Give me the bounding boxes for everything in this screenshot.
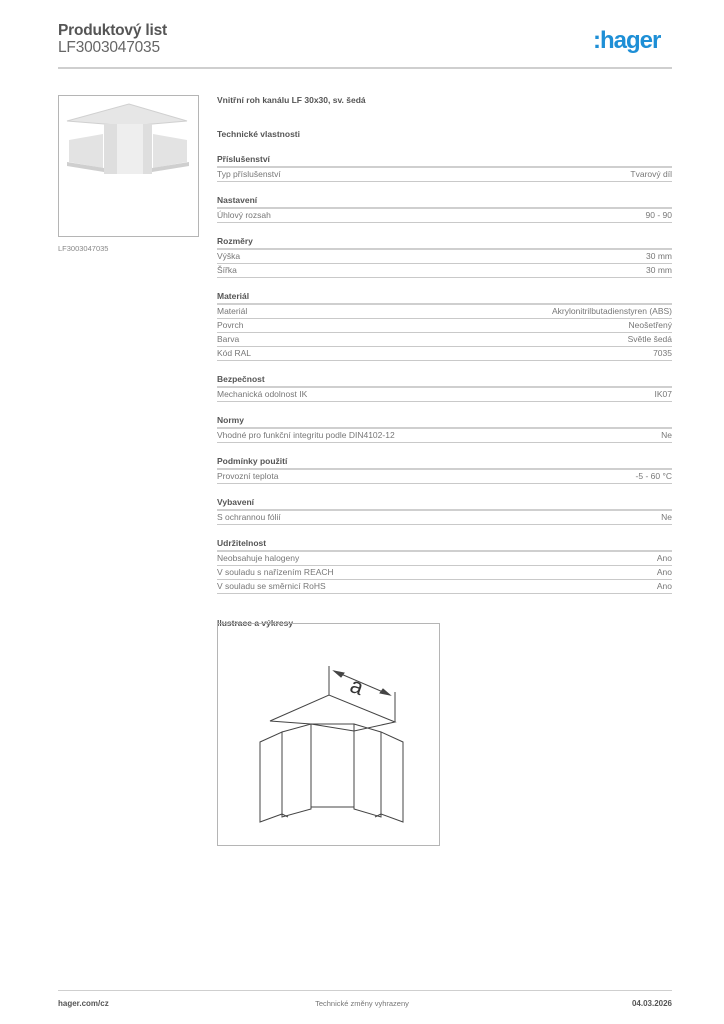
spec-section (217, 154, 672, 182)
section-title: Nastavení (217, 195, 672, 209)
spec-row (217, 511, 672, 525)
spec-label: Šířka (217, 265, 237, 275)
spec-value: 7035 (653, 348, 672, 358)
svg-text:a: a (346, 672, 368, 701)
technical-drawing (217, 623, 440, 846)
spec-row (217, 264, 672, 278)
spec-value: Neošetřený (628, 320, 672, 330)
spec-row (217, 580, 672, 594)
spec-row (217, 319, 672, 333)
spec-section (217, 538, 672, 594)
spec-section (217, 236, 672, 278)
section-title: Rozměry (217, 236, 672, 250)
footer-disclaimer: Technické změny vyhrazeny (315, 999, 409, 1008)
section-title: Vybavení (217, 497, 672, 511)
section-title: Příslušenství (217, 154, 672, 168)
spec-label: Mechanická odolnost IK (217, 389, 308, 399)
spec-label: Barva (217, 334, 240, 344)
spec-label: Výška (217, 251, 241, 261)
spec-row (217, 168, 672, 182)
section-title: Podmínky použití (217, 456, 672, 470)
spec-value: Ano (656, 567, 672, 577)
spec-label: Povrch (217, 320, 244, 330)
spec-value: 90 - 90 (645, 210, 672, 220)
spec-value: Akrylonitrilbutadienstyren (ABS) (552, 306, 672, 316)
spec-section (217, 497, 672, 525)
spec-label: Neobsahuje halogeny (217, 553, 300, 563)
section-title: Bezpečnost (217, 374, 672, 388)
spec-section (217, 195, 672, 223)
spec-section (217, 374, 672, 402)
specs-panel (217, 95, 672, 628)
page-title: Produktový list (58, 22, 167, 39)
product-image-caption: LF3003047035 (58, 244, 109, 253)
spec-label: Typ příslušenství (217, 169, 281, 179)
spec-value: IK07 (654, 389, 672, 399)
spec-value: Světle šedá (627, 334, 672, 344)
spec-value: -5 - 60 °C (635, 471, 672, 481)
spec-row (217, 209, 672, 223)
spec-row (217, 552, 672, 566)
spec-row (217, 347, 672, 361)
inner-corner-product-icon (59, 96, 198, 236)
product-name: Vnitřní roh kanálu LF 30x30, sv. šedá (217, 95, 366, 105)
spec-row (217, 566, 672, 580)
product-image (58, 95, 199, 237)
spec-section (217, 291, 672, 361)
spec-value: Ano (656, 581, 672, 591)
spec-row (217, 305, 672, 319)
section-title: Normy (217, 415, 672, 429)
footer-divider (58, 990, 672, 991)
hager-logo: :hager (593, 27, 661, 54)
footer-date: 04.03.2026 (631, 999, 672, 1008)
spec-label: Vhodné pro funkční integritu podle DIN4102-12 (217, 430, 395, 440)
spec-row (217, 388, 672, 402)
spec-value: Ne (661, 512, 672, 522)
spec-row (217, 429, 672, 443)
spec-label: Úhlový rozsah (217, 210, 271, 220)
spec-row (217, 250, 672, 264)
footer-website-link[interactable]: hager.com/cz (58, 999, 109, 1008)
spec-label: Kód RAL (217, 348, 252, 358)
section-title: Udržitelnost (217, 538, 672, 552)
section-title: Materiál (217, 291, 672, 305)
spec-section (217, 456, 672, 484)
spec-section (217, 415, 672, 443)
spec-label: S ochrannou fólií (217, 512, 281, 522)
spec-value: Tvarový díl (630, 169, 672, 179)
spec-value: 30 mm (646, 251, 672, 261)
spec-row (217, 470, 672, 484)
spec-row (217, 333, 672, 347)
spec-value: 30 mm (646, 265, 672, 275)
technical-heading: Technické vlastnosti (217, 129, 300, 139)
spec-label: Provozní teplota (217, 471, 279, 481)
spec-value: Ano (656, 553, 672, 563)
illustrations-heading: Ilustrace a výkresy (217, 618, 294, 628)
spec-label: Materiál (217, 306, 248, 316)
product-code: LF3003047035 (58, 39, 160, 56)
spec-label: V souladu s nařízením REACH (217, 567, 334, 577)
spec-value: Ne (661, 430, 672, 440)
header-divider (58, 67, 672, 69)
spec-label: V souladu se směrnicí RoHS (217, 581, 326, 591)
inner-corner-drawing-icon (218, 624, 439, 845)
